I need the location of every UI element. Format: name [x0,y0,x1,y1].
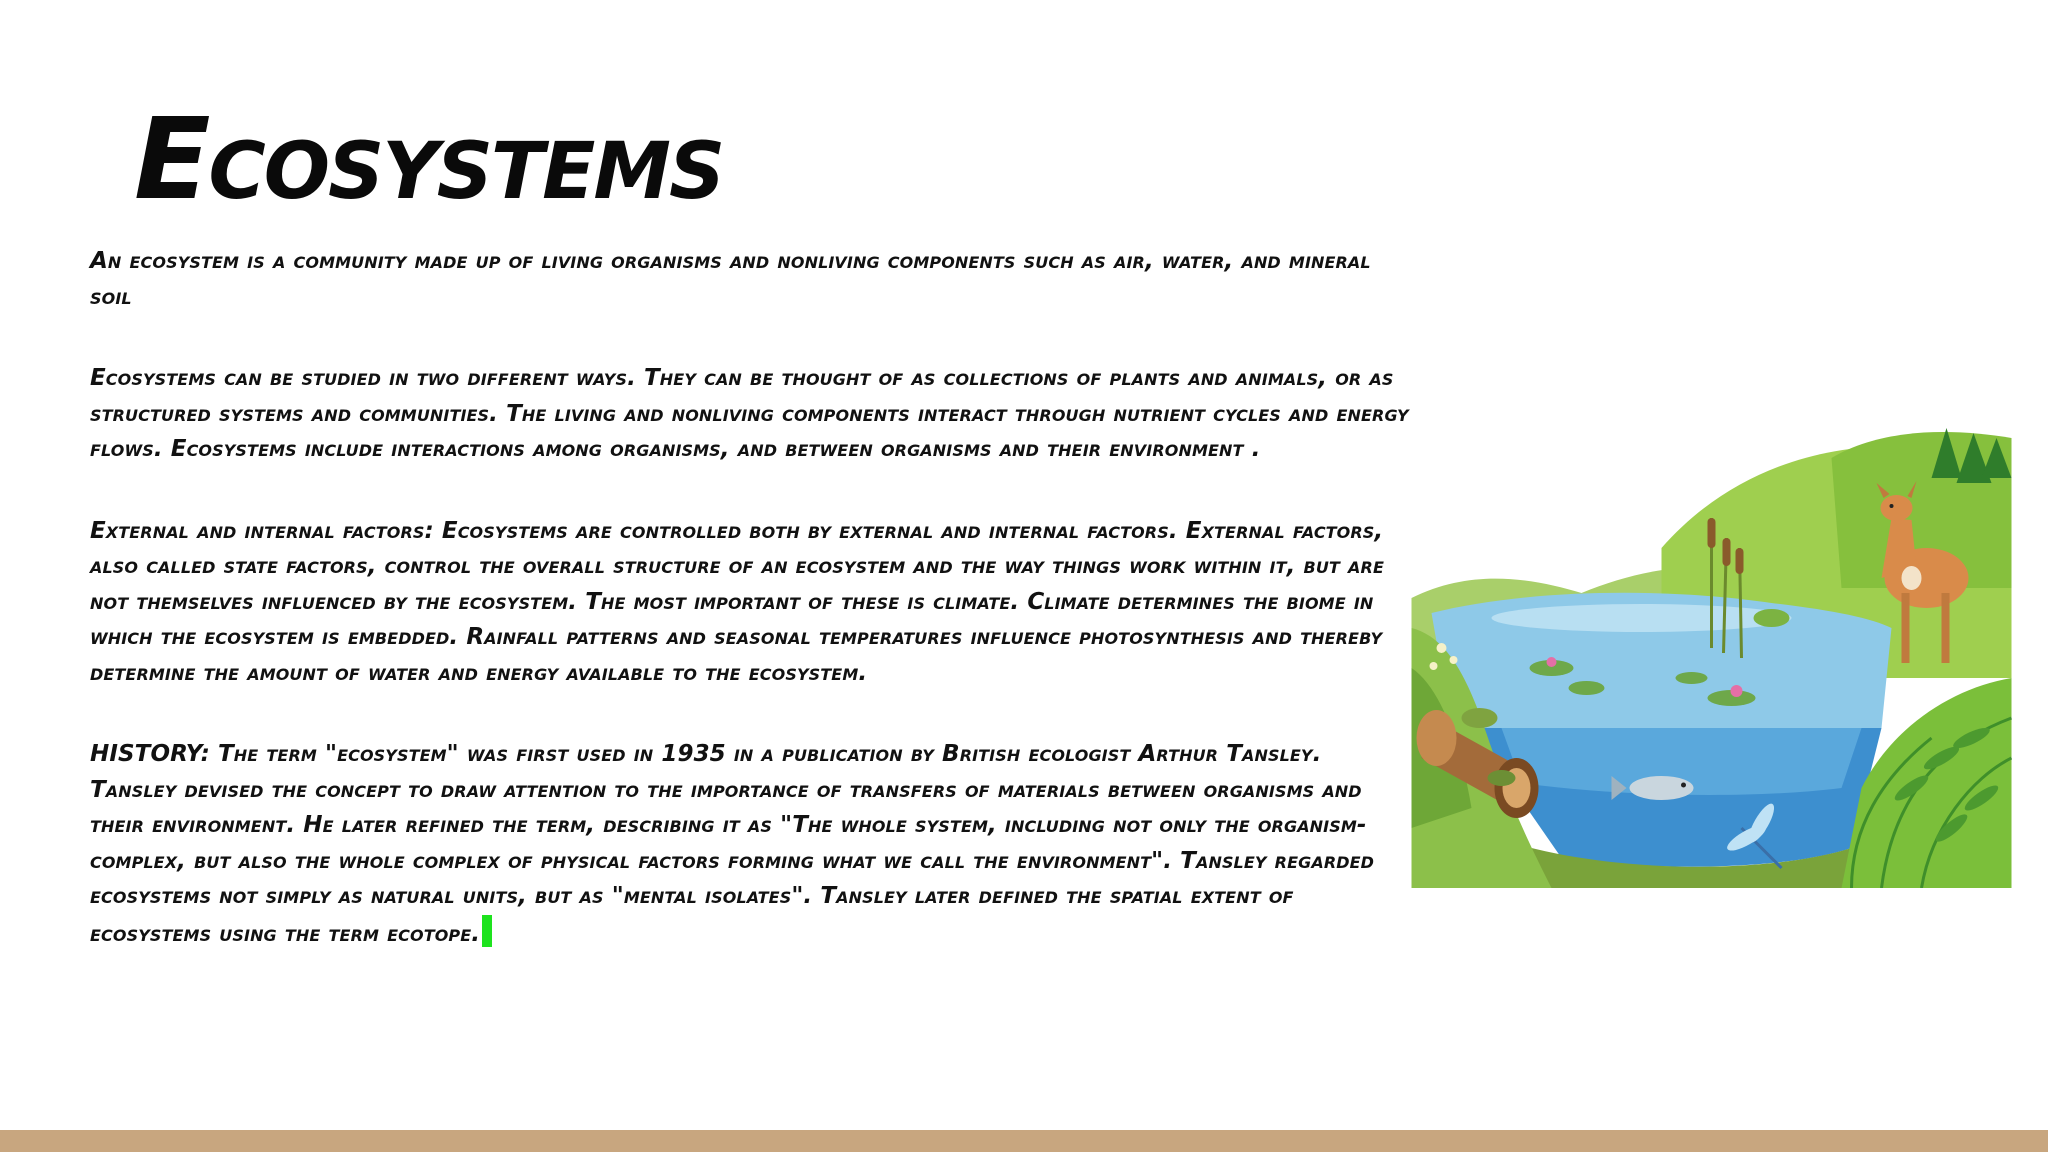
paragraph-study [90,361,1410,468]
slide-title: Ecosystems [134,95,724,225]
paragraph-study-text: Ecosystems can be studied in two different ways. They can be thought of as collections of plants and animals, or as structured systems and communities. The living and nonliving components interact through nutrient cycles and energy flows. Ecosystems include interactions among organisms, and between organisms and their environment . [90,365,1409,462]
paragraph-definition-text: An ecosystem is a community made up of living organisms and nonliving components such as air, water, and mineral soil [90,248,1371,310]
paragraph-factors-text: Ecosystems are controlled both by external and internal factors. External factors, also called state factors, control the overall structure of an ecosystem and the way things work within it, but are not themselves influenced by the ecosystem. The most important of these is climate. Climate determines the biome in which the ecosystem is embedded. Rainfall patterns and seasonal temperatures influence photosynthesis and thereby determine the amount of water and energy available to the ecosystem. [90,517,1384,686]
paragraph-history-lead: HISTORY: [90,741,210,767]
text-cursor [482,915,492,947]
pond-ecosystem-illustration-icon [1411,428,2012,888]
paragraph-factors-lead: External and internal factors: [90,517,434,544]
slide-body [90,244,1410,952]
paragraph-history[interactable] [90,737,1410,952]
footer-bar [0,1130,2048,1152]
paragraph-factors [90,514,1410,692]
paragraph-definition [90,244,1410,315]
paragraph-history-text[interactable]: The term "ecosystem" was first used in 1935 in a publication by British ecologist Arthur Tansley. Tansley devised the concept to draw attention to the importance of transfers of materials between organisms and their environment. He later refined the term, describing it as "The whole system, including not only the organism-complex, but also the whole complex of physical factors forming what we call the environment". Tansley regarded ecosystems not simply as natural units, but as "mental isolates". Tansley later defined the spatial extent of ecosystems using the term ecotope. [90,741,1375,947]
